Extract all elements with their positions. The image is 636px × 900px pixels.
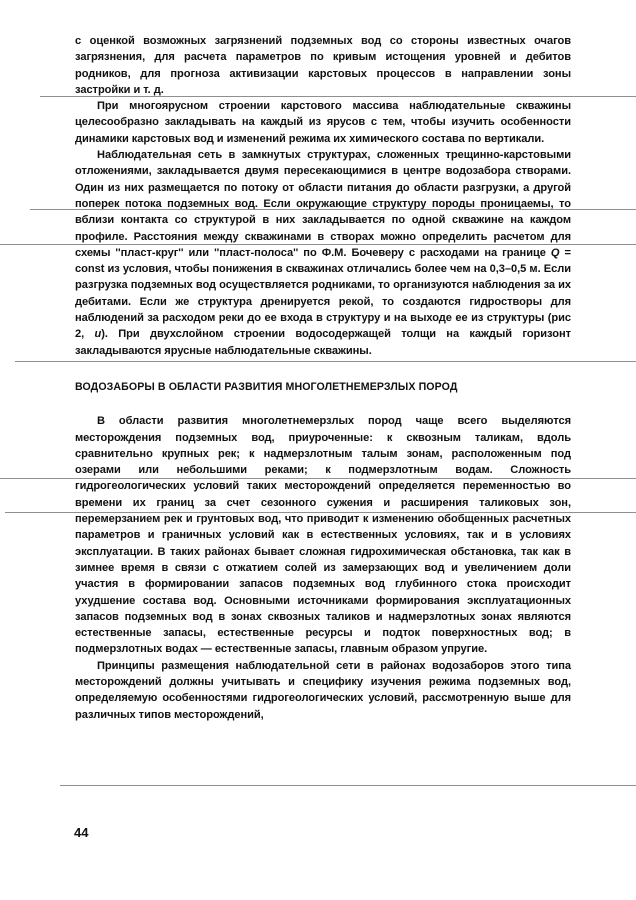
text-column bbox=[75, 33, 571, 723]
scan-line bbox=[40, 96, 636, 97]
scan-line bbox=[60, 785, 636, 786]
formula-symbol: Q bbox=[550, 246, 560, 259]
scan-line bbox=[0, 478, 636, 479]
paragraph-continuation: с оценкой возможных загрязнений подземных вод со стороны известных очагов загрязнения, для расчета параметров по кривым истощения уровней и дебитов родников, для прогноза активизации карстовых процессов в направлении зоны застройки и т. д. bbox=[75, 35, 571, 96]
section-heading: ВОДОЗАБОРЫ В ОБЛАСТИ РАЗВИТИЯ МНОГОЛЕТНЕМЕРЗЛЫХ ПОРОД bbox=[75, 380, 458, 393]
scan-line bbox=[5, 512, 636, 513]
scan-line bbox=[0, 244, 636, 245]
scan-line bbox=[15, 361, 636, 362]
figure-reference-letter: и bbox=[94, 328, 102, 341]
paragraph-text-part: = const из условия, чтобы понижения в скважинах отличались более чем на 0,3–0,5 м. Если разгрузка подземных вод осуществляется родниками, то организуются наблюдения за их дебитами. Если же структура дренируется рекой, то создаются гидростворы для наблюдений за расходом реки до ее входа в структуру и на выходе ее из структуры (рис 2, bbox=[75, 246, 571, 341]
page-number: 44 bbox=[74, 825, 89, 840]
paragraph-principles: Принципы размещения наблюдательной сети в районах водозаборов этого типа месторождений должны учитывать и специфику изучения режима подземных вод, определяемую особенностями гидрогеологических условий, рассмотренную выше для различных типов месторождений, bbox=[75, 659, 571, 721]
paragraph-observation-network bbox=[75, 147, 571, 359]
paragraph-permafrost: В области развития многолетнемерзлых пород чаще всего выделяются месторождения подземных вод, приуроченные: к сквозным таликам, вдоль сравнительно крупных рек; к надмерзлотным талым зонам, расположенным под озерами или небольшими реками; к подмерзлотным водам. Сложность гидрогеологических условий таких месторождений определяется переменностью во времени их границ за счет сезонного сужения и расширения таликовых зон, перемерзанием рек и грунтовых вод, что приводит к изменению обобщенных расчетных параметров и граничных условий как в естественных условиях, так и в условиях эксплуатации. В таких районах бывает сложная гидрохимическая обстановка, так как в зимнее время в связи с отжатием солей из замерзающих вод и увеличением доли участия в формировании запасов подземных вод глубинного стока происходит ухудшение состава вод. Основными источниками формирования эксплуатационных запасов подземных вод в зонах сквозных таликов и надмерзлотных зонах являются естественные запасы, естественные ресурсы и подток поверхностных вод; в подмерзлотных водах — естественные запасы, главным образом упругие. bbox=[75, 415, 571, 656]
paragraph-text-part: Наблюдательная сеть в замкнутых структурах, сложенных трещинно-карстовыми отложениями, закладывается двумя пересекающимися в центре водозабора створами. Один из них размещается по потоку от области питания до области разгрузки, а другой поперек потока подземных вод. Если окружающие структуру породы проницаемы, то вблизи контакта со структурой в них закладывается по одной скважине на каждом профиле. Расстояния между скважинами в створах можно определить расчетом для схемы ''пласт-круг'' или ''пласт-полоса'' по Ф.М. Бочеверу с расходами на границе bbox=[75, 149, 571, 259]
scan-line bbox=[30, 209, 636, 210]
paragraph-multitier: При многоярусном строении карстового массива наблюдательные скважины целесообразно закладывать на каждый из ярусов с тем, чтобы изучить особенности динамики карстовых вод и изменений режима их химического состава по вертикали. bbox=[75, 100, 571, 145]
paragraph-text-part: ). При двухслойном строении водосодержащей толщи на каждый горизонт закладываются ярусные наблюдательные скважины. bbox=[75, 328, 571, 357]
